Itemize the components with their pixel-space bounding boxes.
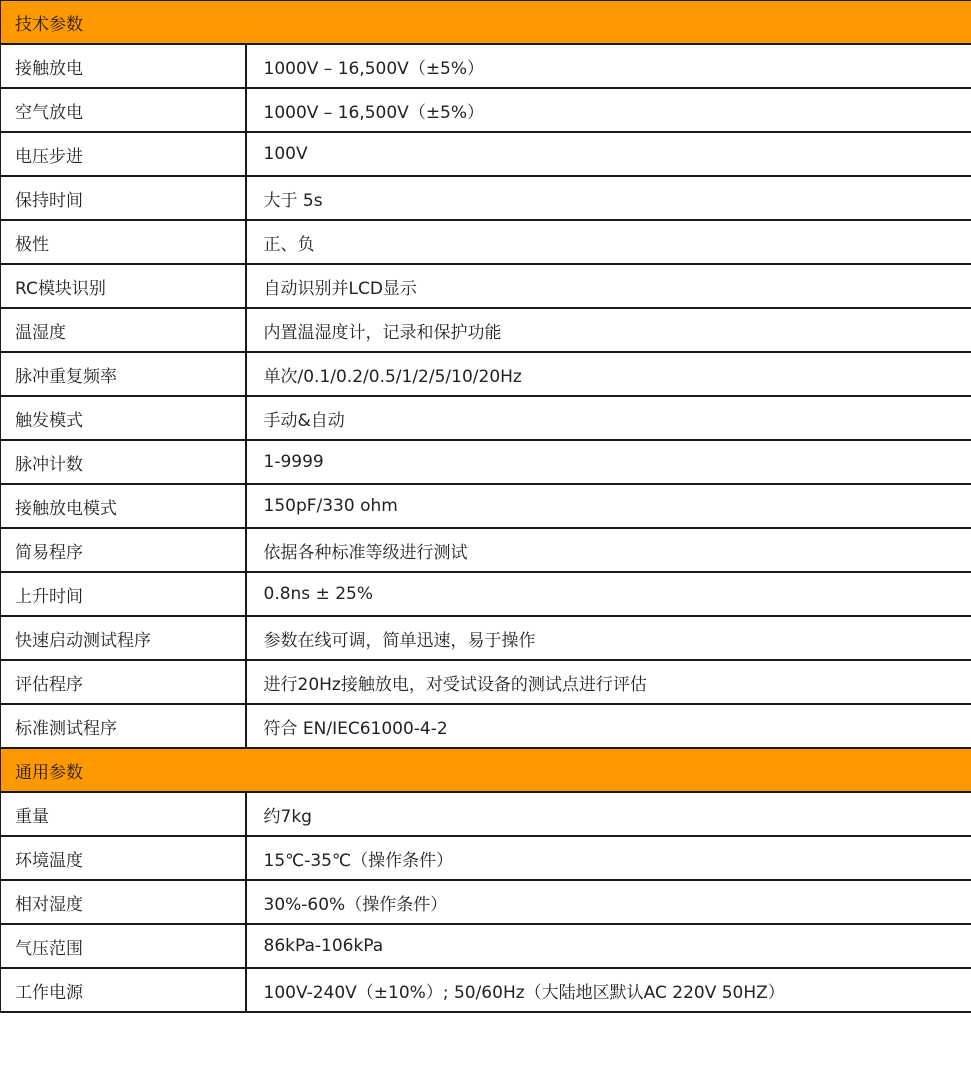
- table-row: [1, 352, 971, 396]
- param-value: 30%-60%（操作条件）: [246, 880, 971, 924]
- param-label: RC模块识别: [1, 264, 246, 308]
- param-value: 自动识别并LCD显示: [246, 264, 971, 308]
- param-value: 大于 5s: [246, 176, 971, 220]
- table-row: [1, 44, 971, 88]
- param-label: 极性: [1, 220, 246, 264]
- table-row: [1, 440, 971, 484]
- param-label: 重量: [1, 792, 246, 836]
- param-label: 快速启动测试程序: [1, 616, 246, 660]
- table-row: [1, 880, 971, 924]
- param-label: 空气放电: [1, 88, 246, 132]
- param-label: 相对湿度: [1, 880, 246, 924]
- param-label: 上升时间: [1, 572, 246, 616]
- param-value: 正、负: [246, 220, 971, 264]
- param-value: 0.8ns ± 25%: [246, 572, 971, 616]
- param-label: 标准测试程序: [1, 704, 246, 748]
- param-label: 简易程序: [1, 528, 246, 572]
- param-label: 温湿度: [1, 308, 246, 352]
- table-row: [1, 924, 971, 968]
- param-value: 手动&自动: [246, 396, 971, 440]
- param-value: 进行20Hz接触放电，对受试设备的测试点进行评估: [246, 660, 971, 704]
- param-label: 环境温度: [1, 836, 246, 880]
- param-label: 气压范围: [1, 924, 246, 968]
- param-label: 脉冲重复频率: [1, 352, 246, 396]
- param-value: 单次/0.1/0.2/0.5/1/2/5/10/20Hz: [246, 352, 971, 396]
- param-label: 工作电源: [1, 968, 246, 1012]
- param-value: 参数在线可调，简单迅速，易于操作: [246, 616, 971, 660]
- param-label: 脉冲计数: [1, 440, 246, 484]
- table-row: [1, 176, 971, 220]
- param-value: 100V: [246, 132, 971, 176]
- param-value: 1000V – 16,500V（±5%）: [246, 44, 971, 88]
- param-value: 内置温湿度计，记录和保护功能: [246, 308, 971, 352]
- table-row: [1, 792, 971, 836]
- param-value: 1000V – 16,500V（±5%）: [246, 88, 971, 132]
- table-row: [1, 484, 971, 528]
- param-label: 接触放电模式: [1, 484, 246, 528]
- param-label: 触发模式: [1, 396, 246, 440]
- param-label: 接触放电: [1, 44, 246, 88]
- table-row: [1, 396, 971, 440]
- param-value: 符合 EN/IEC61000-4-2: [246, 704, 971, 748]
- table-row: [1, 220, 971, 264]
- param-value: 100V-240V（±10%）; 50/60Hz（大陆地区默认AC 220V 50HZ）: [246, 968, 971, 1012]
- section-title: 通用参数: [1, 748, 971, 792]
- table-row: [1, 660, 971, 704]
- table-row: [1, 968, 971, 1012]
- param-value: 150pF/330 ohm: [246, 484, 971, 528]
- param-value: 约7kg: [246, 792, 971, 836]
- table-row: [1, 528, 971, 572]
- param-label: 电压步进: [1, 132, 246, 176]
- section-header-general: [1, 748, 971, 792]
- param-label: 评估程序: [1, 660, 246, 704]
- param-value: 86kPa-106kPa: [246, 924, 971, 968]
- section-title: 技术参数: [1, 1, 971, 45]
- param-value: 1-9999: [246, 440, 971, 484]
- table-row: [1, 616, 971, 660]
- table-row: [1, 308, 971, 352]
- param-value: 15℃-35℃（操作条件）: [246, 836, 971, 880]
- section-header-technical: [1, 1, 971, 45]
- table-row: [1, 704, 971, 748]
- table-row: [1, 132, 971, 176]
- table-row: [1, 836, 971, 880]
- table-row: [1, 88, 971, 132]
- param-label: 保持时间: [1, 176, 246, 220]
- param-value: 依据各种标准等级进行测试: [246, 528, 971, 572]
- table-row: [1, 264, 971, 308]
- table-row: [1, 572, 971, 616]
